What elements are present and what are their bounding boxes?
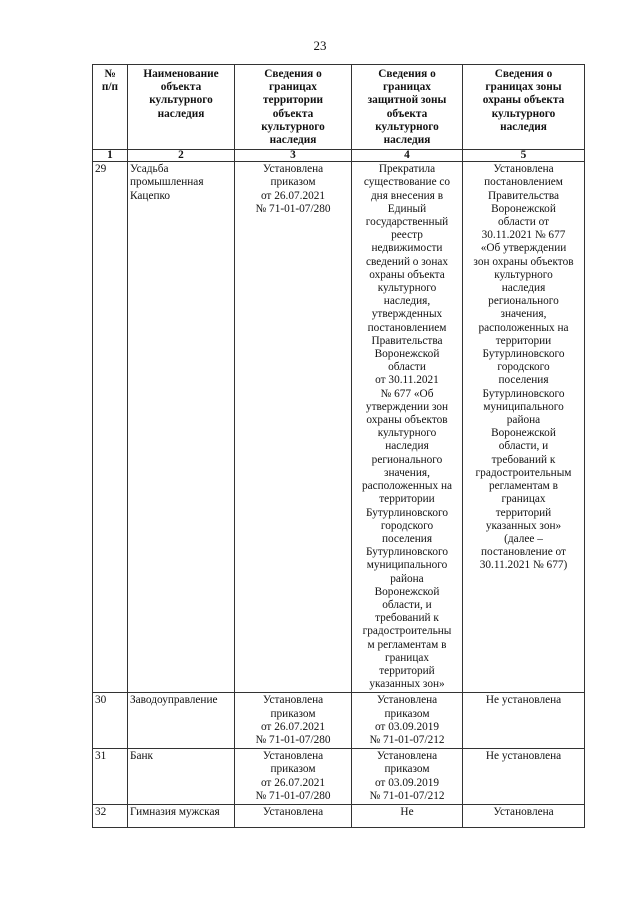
header-territory-boundaries: Сведения о границах территории объекта культурного наследия bbox=[235, 65, 352, 150]
object-name: Усадьба промышленная Кацепко bbox=[128, 162, 235, 693]
object-name: Банк bbox=[128, 749, 235, 805]
protective-zone-info: Не bbox=[352, 804, 463, 827]
column-number: 2 bbox=[128, 150, 235, 162]
table-row bbox=[93, 162, 585, 693]
row-number: 29 bbox=[93, 162, 128, 693]
header-security-zone-boundaries: Сведения о границах зоны охраны объекта культурного наследия bbox=[463, 65, 585, 150]
table-header-row bbox=[93, 65, 585, 150]
row-number: 31 bbox=[93, 749, 128, 805]
protective-zone-info: Установлена приказом от 03.09.2019 № 71-01-07/212 bbox=[352, 749, 463, 805]
protective-zone-info: Прекратила существование со дня внесения в Единый государственный реестр недвижимости сведений о зонах охраны объекта культурного наследия, утвержденных постановлением Правительства Воронежской области от 30.11.2021 № 677 «Об утверждении зон охраны объектов культурного наследия регионального значения, расположенных на территории Бутурлиновского городского поселения Бутурлиновского муниципального района Воронежской области, и требований к градостроительны м регламентам в границах территорий указанных зон» bbox=[352, 162, 463, 693]
page-number: 23 bbox=[313, 38, 327, 53]
table-row bbox=[93, 693, 585, 749]
column-number: 4 bbox=[352, 150, 463, 162]
column-numbers-row bbox=[93, 150, 585, 162]
security-zone-info: Не установлена bbox=[463, 749, 585, 805]
security-zone-info: Не установлена bbox=[463, 693, 585, 749]
security-zone-info: Установлена bbox=[463, 804, 585, 827]
object-name: Заводоуправление bbox=[128, 693, 235, 749]
table-row bbox=[93, 804, 585, 827]
territory-info: Установлена приказом от 26.07.2021 № 71-01-07/280 bbox=[235, 162, 352, 693]
row-number: 30 bbox=[93, 693, 128, 749]
territory-info: Установлена приказом от 26.07.2021 № 71-01-07/280 bbox=[235, 693, 352, 749]
table-row bbox=[93, 749, 585, 805]
header-number: № п/п bbox=[93, 65, 128, 150]
protective-zone-info: Установлена приказом от 03.09.2019 № 71-01-07/212 bbox=[352, 693, 463, 749]
heritage-objects-table bbox=[92, 64, 585, 828]
column-number: 5 bbox=[463, 150, 585, 162]
object-name: Гимназия мужская bbox=[128, 804, 235, 827]
territory-info: Установлена приказом от 26.07.2021 № 71-01-07/280 bbox=[235, 749, 352, 805]
column-number: 1 bbox=[93, 150, 128, 162]
header-protective-zone-boundaries: Сведения о границах защитной зоны объекта культурного наследия bbox=[352, 65, 463, 150]
security-zone-info: Установлена постановлением Правительства Воронежской области от 30.11.2021 № 677 «Об утверждении зон охраны объектов культурного наследия регионального значения, расположенных на территории Бутурлиновского городского поселения Бутурлиновского муниципального района Воронежской области, и требований к градостроительным регламентам в границах территорий указанных зон» (далее – постановление от 30.11.2021 № 677) bbox=[463, 162, 585, 693]
row-number: 32 bbox=[93, 804, 128, 827]
header-object-name: Наименование объекта культурного наследия bbox=[128, 65, 235, 150]
territory-info: Установлена bbox=[235, 804, 352, 827]
column-number: 3 bbox=[235, 150, 352, 162]
